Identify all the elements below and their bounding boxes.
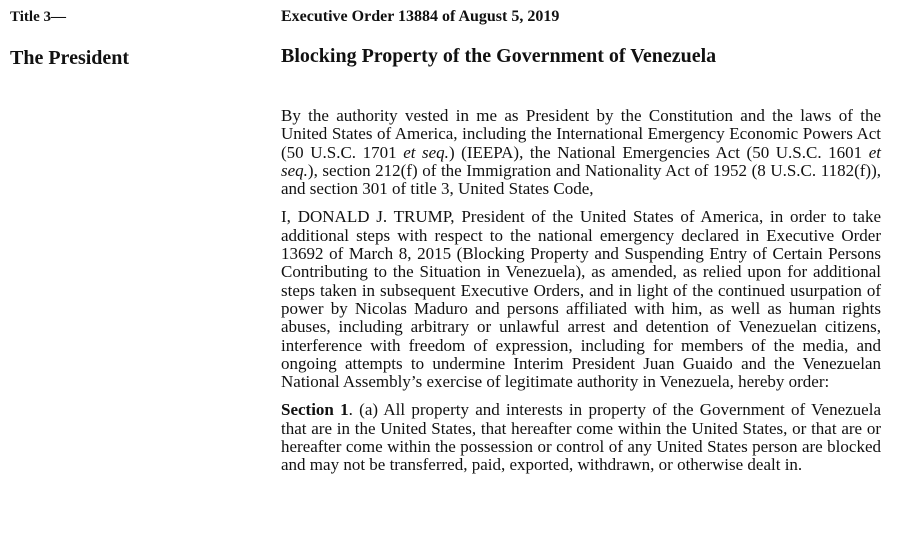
section-1-label: Section 1 bbox=[281, 400, 349, 420]
authority-text-3: ), section 212(f) of the Immigration and Nationality Act of 1952 (8 U.S.C. 1182(f)), and section 301 of title 3, United States Code, bbox=[281, 160, 881, 199]
document-body bbox=[281, 107, 881, 475]
executive-order-line: Executive Order 13884 of August 5, 2019 bbox=[281, 8, 560, 25]
authority-paragraph bbox=[281, 107, 881, 198]
authority-text-2: ) (IEEPA), the National Emergencies Act (50 U.S.C. 1601 bbox=[448, 142, 869, 162]
president-label: The President bbox=[10, 47, 130, 69]
authority-text-1: By the authority vested in me as President by the Constitution and the laws of the United States of America, including the International Emergency Economic Powers Act (50 U.S.C. 1701 bbox=[281, 106, 881, 162]
section-1-paragraph bbox=[281, 401, 881, 474]
order-paragraph: I, DONALD J. TRUMP, President of the United States of America, in order to take additional steps with respect to the national emergency declared in Executive Order 13692 of March 8, 2015 (Blocking Property and Suspending Entry of Certain Persons Contributing to the Situation in Venezuela), as amended, as relied upon for additional steps taken in subsequent Executive Orders, and in light of the continued usurpation of power by Nicolas Maduro and persons affiliated with him, as well as human rights abuses, including arbitrary or unlawful arrest and detention of Venezuelan citizens, interference with freedom of expression, including for members of the media, and ongoing attempts to undermine Interim President Juan Guaido and the Venezuelan National Assembly’s exercise of legitimate authority in Venezuela, hereby order: bbox=[281, 207, 881, 392]
et-seq-2: et seq. bbox=[281, 142, 882, 180]
title-label: Title 3— bbox=[10, 9, 66, 25]
et-seq-1: et seq. bbox=[403, 142, 449, 162]
document-heading: Blocking Property of the Government of Venezuela bbox=[281, 45, 717, 67]
section-1-text: . (a) All property and interests in property of the Government of Venezuela that are in the United States, that hereafter come within the United States, or that are or hereafter come within the possession or control of any United States person are blocked and may not be transferred, paid, exported, withdrawn, or otherwise dealt in. bbox=[281, 400, 881, 475]
